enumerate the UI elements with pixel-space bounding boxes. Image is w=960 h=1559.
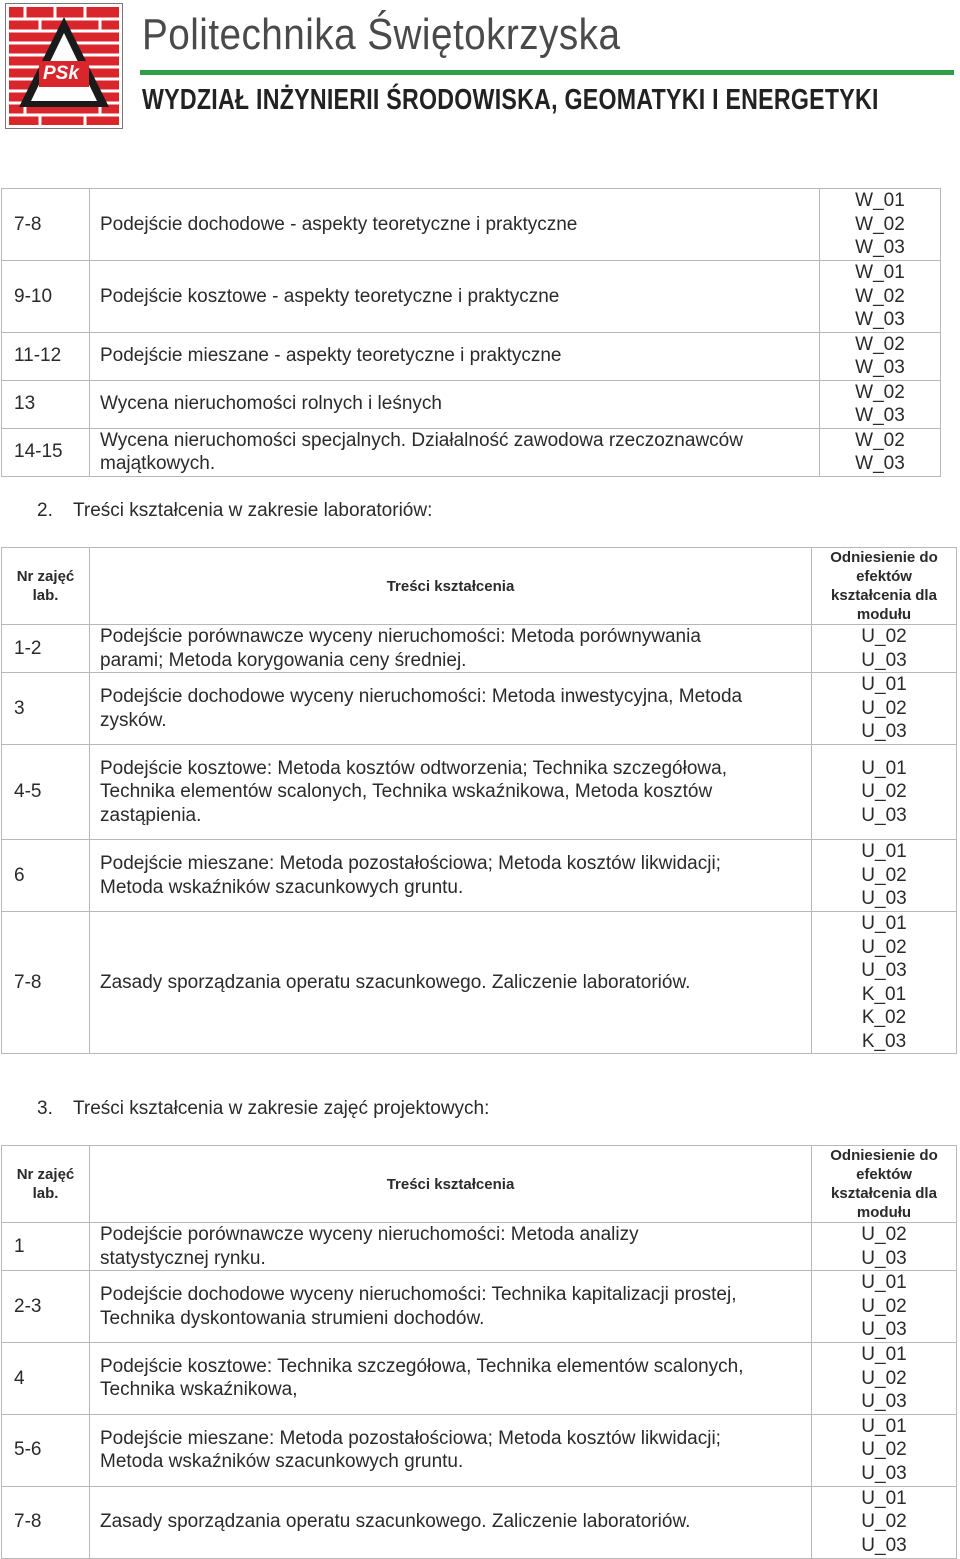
- content-line: statystycznej rynku.: [100, 1247, 266, 1269]
- ref-code: U_02: [861, 1295, 907, 1317]
- faculty-name: WYDZIAŁ INŻYNIERII ŚRODOWISKA, GEOMATYKI I ENERGETYKI: [142, 84, 879, 116]
- row-number: 9-10: [2, 261, 90, 333]
- row-refs: [820, 261, 941, 333]
- row-number: 3: [2, 673, 90, 745]
- row-refs: [812, 673, 957, 745]
- ref-code: U_03: [861, 960, 907, 981]
- content-line: Technika elementów scalonych, Technika wskaźnikowa, Metoda kosztów: [100, 781, 713, 803]
- ref-code: K_03: [861, 1030, 907, 1052]
- content-line: Zasady sporządzania operatu szacunkowego. Zaliczenie laboratoriów.: [100, 971, 691, 993]
- ref-code: W_03: [855, 453, 905, 474]
- row-content: [90, 189, 820, 261]
- ref-code: U_01: [861, 757, 907, 779]
- row-refs: [820, 189, 941, 261]
- table-row: [2, 261, 941, 333]
- header-refs: [812, 1146, 957, 1223]
- ref-code: W_02: [855, 213, 905, 235]
- ref-code: K_01: [861, 983, 907, 1005]
- header-nr-line: lab.: [32, 1185, 59, 1202]
- content-line: Metoda wskaźników szacunkowych gruntu.: [100, 876, 464, 898]
- ref-code: U_02: [861, 1439, 907, 1461]
- content-line: Podejście porównawcze wyceny nieruchomości: Metoda analizy: [100, 1224, 639, 1245]
- row-content: [90, 625, 812, 673]
- header-nr: [2, 548, 90, 625]
- row-refs: [812, 1414, 957, 1486]
- table-row: [2, 428, 941, 476]
- content-line: zysków.: [100, 709, 167, 731]
- ref-code: U_02: [861, 697, 907, 719]
- row-refs: [812, 1486, 957, 1558]
- content-line: Podejście mieszane - aspekty teoretyczne i praktyczne: [100, 345, 562, 367]
- ref-code: U_03: [861, 888, 907, 910]
- row-number: 2-3: [2, 1271, 90, 1343]
- table-row: [2, 1343, 957, 1415]
- row-refs: [820, 380, 941, 428]
- content-line: Wycena nieruchomości specjalnych. Działalność zawodowa rzeczoznawców: [100, 429, 743, 451]
- logo-text: PSk: [43, 63, 79, 84]
- table-row: [2, 1414, 957, 1486]
- ref-code: U_01: [861, 1487, 907, 1509]
- row-refs: [812, 1271, 957, 1343]
- row-number: 5-6: [2, 1414, 90, 1486]
- row-refs: [812, 1343, 957, 1415]
- header-divider: [140, 70, 954, 75]
- projects-section-title: [37, 1098, 489, 1120]
- table-row: [2, 673, 957, 745]
- ref-code: W_02: [855, 285, 905, 307]
- content-line: Zasady sporządzania operatu szacunkowego. Zaliczenie laboratoriów.: [100, 1511, 691, 1533]
- ref-code: U_03: [861, 1391, 907, 1412]
- ref-code: W_01: [855, 190, 905, 212]
- row-content: [90, 261, 820, 333]
- header-refs-line: Odniesienie do: [830, 549, 938, 566]
- labs-table-header: [2, 548, 957, 625]
- content-line: Podejście dochodowe wyceny nieruchomości: Technika kapitalizacji prostej,: [100, 1284, 737, 1305]
- header-content: Treści kształcenia: [90, 1146, 812, 1223]
- row-refs: [820, 428, 941, 476]
- row-number: 7-8: [2, 189, 90, 261]
- ref-code: W_03: [855, 309, 905, 330]
- row-content: [90, 1486, 812, 1558]
- ref-code: U_01: [861, 1344, 907, 1365]
- labs-section-title: [37, 500, 432, 522]
- row-content: [90, 380, 820, 428]
- header-nr-line: Nr zajęć: [16, 1166, 75, 1183]
- header-refs-line: modułu: [856, 606, 912, 623]
- content-line: Podejście porównawcze wyceny nieruchomości: Metoda porównywania: [100, 626, 701, 647]
- projects-section-label: Treści kształcenia w zakresie zajęć projektowych:: [73, 1098, 490, 1119]
- ref-code: U_02: [861, 936, 907, 958]
- header-nr-line: Nr zajęć: [16, 568, 75, 585]
- table-row: [2, 745, 957, 840]
- content-line: Podejście mieszane: Metoda pozostałościowa; Metoda kosztów likwidacji;: [100, 853, 721, 874]
- table-row: [2, 1223, 957, 1271]
- row-content: [90, 1223, 812, 1271]
- row-number: 4-5: [2, 745, 90, 840]
- ref-code: U_03: [861, 1462, 907, 1484]
- header-refs-line: Odniesienie do: [830, 1147, 938, 1164]
- content-line: Podejście kosztowe - aspekty teoretyczne i praktyczne: [100, 285, 560, 307]
- table-row: [2, 840, 957, 912]
- row-number: 11-12: [2, 332, 90, 380]
- content-line: Technika dyskontowania strumieni dochodów.: [100, 1307, 485, 1329]
- header-refs-line: efektów: [856, 1166, 912, 1183]
- ref-code: W_03: [855, 405, 905, 426]
- ref-code: W_03: [855, 357, 905, 378]
- page-header: [0, 0, 960, 140]
- row-number: 1-2: [2, 625, 90, 673]
- ref-code: U_03: [861, 804, 907, 826]
- ref-code: U_02: [861, 626, 907, 647]
- content-line: majątkowych.: [100, 453, 216, 474]
- ref-code: U_03: [861, 1319, 907, 1341]
- header-nr-line: lab.: [32, 587, 59, 604]
- labs-section-label: Treści kształcenia w zakresie laboratoriów:: [73, 500, 433, 521]
- university-logo-icon: [5, 3, 123, 129]
- row-number: 4: [2, 1343, 90, 1415]
- labs-section-number: 2.: [37, 500, 53, 521]
- ref-code: U_03: [861, 649, 907, 671]
- ref-code: W_02: [855, 333, 905, 355]
- projects-section-number: 3.: [37, 1098, 53, 1119]
- content-line: Podejście kosztowe: Metoda kosztów odtworzenia; Technika szczegółowa,: [100, 757, 727, 779]
- lectures-table: [1, 188, 941, 477]
- header-refs-line: kształcenia dla: [831, 587, 937, 604]
- ref-code: U_03: [861, 1247, 907, 1269]
- table-row: [2, 1271, 957, 1343]
- ref-code: U_01: [861, 1272, 907, 1294]
- content-line: Podejście mieszane: Metoda pozostałościowa; Metoda kosztów likwidacji;: [100, 1427, 721, 1449]
- projects-table-body: [2, 1223, 957, 1559]
- ref-code: U_03: [861, 1534, 907, 1556]
- row-content: [90, 912, 812, 1054]
- ref-code: K_02: [861, 1007, 907, 1028]
- row-content: [90, 840, 812, 912]
- header-refs: [812, 548, 957, 625]
- row-content: [90, 1414, 812, 1486]
- row-number: 7-8: [2, 912, 90, 1054]
- header-refs-line: kształcenia dla: [831, 1185, 937, 1202]
- content-line: Metoda wskaźników szacunkowych gruntu.: [100, 1451, 464, 1472]
- ref-code: U_01: [861, 841, 907, 863]
- content-line: parami; Metoda korygowania ceny średniej.: [100, 649, 467, 671]
- row-number: 6: [2, 840, 90, 912]
- ref-code: U_01: [861, 913, 907, 934]
- content-line: Podejście dochodowe wyceny nieruchomości: Metoda inwestycyjna, Metoda: [100, 686, 743, 707]
- header-refs-line: efektów: [856, 568, 912, 585]
- row-number: 14-15: [2, 428, 90, 476]
- row-content: [90, 428, 820, 476]
- row-content: [90, 1271, 812, 1343]
- ref-code: W_02: [855, 381, 905, 403]
- header-content: Treści kształcenia: [90, 548, 812, 625]
- labs-table: [1, 547, 957, 1054]
- row-refs: [812, 840, 957, 912]
- row-refs: [812, 745, 957, 840]
- row-number: 1: [2, 1223, 90, 1271]
- content-line: Technika wskaźnikowa,: [100, 1379, 298, 1401]
- table-row: [2, 912, 957, 1054]
- ref-code: U_02: [861, 864, 907, 886]
- row-number: 13: [2, 380, 90, 428]
- row-number: 7-8: [2, 1486, 90, 1558]
- row-content: [90, 673, 812, 745]
- table-row: [2, 332, 941, 380]
- lectures-table-body: [2, 189, 941, 477]
- row-refs: [812, 912, 957, 1054]
- row-refs: [820, 332, 941, 380]
- ref-code: U_02: [861, 781, 907, 803]
- ref-code: U_03: [861, 721, 907, 743]
- table-row: [2, 189, 941, 261]
- ref-code: U_01: [861, 1415, 907, 1437]
- projects-table: [1, 1145, 957, 1559]
- row-content: [90, 1343, 812, 1415]
- ref-code: U_01: [861, 674, 907, 696]
- row-refs: [812, 1223, 957, 1271]
- labs-table-body: [2, 625, 957, 1054]
- table-row: [2, 1486, 957, 1558]
- content-line: Wycena nieruchomości rolnych i leśnych: [100, 393, 442, 415]
- content-line: Podejście kosztowe: Technika szczegółowa, Technika elementów scalonych,: [100, 1355, 744, 1377]
- content-line: Podejście dochodowe - aspekty teoretyczne i praktyczne: [100, 213, 578, 235]
- table-row: [2, 380, 941, 428]
- ref-code: U_02: [861, 1367, 907, 1389]
- header-refs-line: modułu: [856, 1204, 912, 1221]
- ref-code: W_01: [855, 262, 905, 283]
- projects-table-header: [2, 1146, 957, 1223]
- row-content: [90, 745, 812, 840]
- university-name: Politechnika Świętokrzyska: [142, 10, 621, 59]
- ref-code: U_02: [861, 1511, 907, 1533]
- row-refs: [812, 625, 957, 673]
- table-row: [2, 625, 957, 673]
- ref-code: U_02: [861, 1224, 907, 1245]
- ref-code: W_02: [855, 429, 905, 451]
- ref-code: W_03: [855, 237, 905, 259]
- content-line: zastąpienia.: [100, 804, 202, 826]
- row-content: [90, 332, 820, 380]
- header-nr: [2, 1146, 90, 1223]
